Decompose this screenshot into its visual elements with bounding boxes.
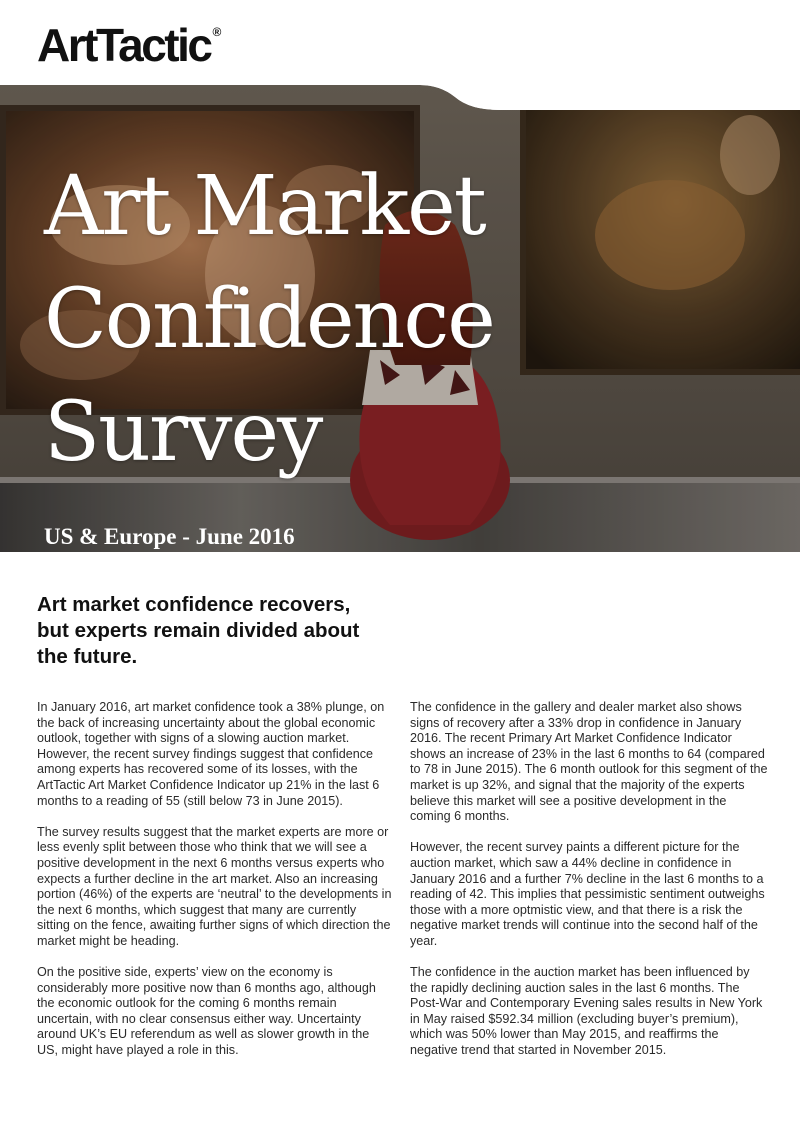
text-column-left [37,700,392,1074]
paragraph: The survey results suggest that the market experts are more or less evenly split between those who think that we will see a positive development in the next 6 months versus experts who expects a further decline in the art market. Also an increasing portion (46%) of the experts are ‘neutral’ to the developments in the next 6 months, which suggest that many are currently sitting on the fence, awaiting further signs of which direction the market might be heading. [37,824,392,948]
arttactic-logo: ArtTactic ® [37,19,222,71]
cover-title-line: Art Market [44,159,485,254]
paragraph: The confidence in the auction market has been influenced by the rapidly declining auction sales in the last 6 months. The Post-War and Contemporary Evening sales results in New York in May raised $592.34 million (excluding buyer’s premium), which was 50% lower than May 2015, and reaffirms the negative trend that started in November 2015. [410,965,763,1058]
article-headline: Art market confidence recovers, but experts remain divided about the future. [37,593,360,668]
text-column-right [410,700,768,1074]
paragraph: In January 2016, art market confidence took a 38% plunge, on the back of increasing uncertainty about the global economic outlook, together with signs of a slowing auction market. However, the recent survey findings suggest that confidence among experts has recovered some of its losses, with the ArtTactic Art Market Confidence Indicator up 21% in the last 6 months to a reading of 55 (still below 73 in June 2015). [37,700,385,808]
paragraph: However, the recent survey paints a different picture for the auction market, which saw a 44% decline in confidence in January 2016 and a further 7% decline in the last 6 months to a reading of 42. This implies that pessimistic sentiment outweighs those with a more optmistic view, and that there is a risk the negative market trends will continue into the second half of the year. [410,840,765,948]
cover-title [44,150,494,489]
registered-mark: ® [212,25,222,39]
paragraph: On the positive side, experts’ view on the economy is considerably more positive now than 6 months ago, although the economic outlook for the coming 6 months remain uncertain, with no clear consensus either way. Uncertainty around UK’s EU referendum as well as slower growth in the US, might have played a role in this. [37,965,376,1058]
cover-title-line: Survey [44,385,322,480]
cover-title-line: Confidence [44,272,494,367]
cover-subtitle: US & Europe - June 2016 [44,524,295,549]
paragraph: The confidence in the gallery and dealer market also shows signs of recovery after a 33% drop in confidence in January 2016. The recent Primary Art Market Confidence Indicator shows an increase of 23% in the last 6 months to 64 (compared to 78 in June 2015). The 6 month outlook for this segment of the market is up 32%, and signal that the majority of the experts believe this market will see a positive development in the coming 6 months. [410,700,768,824]
